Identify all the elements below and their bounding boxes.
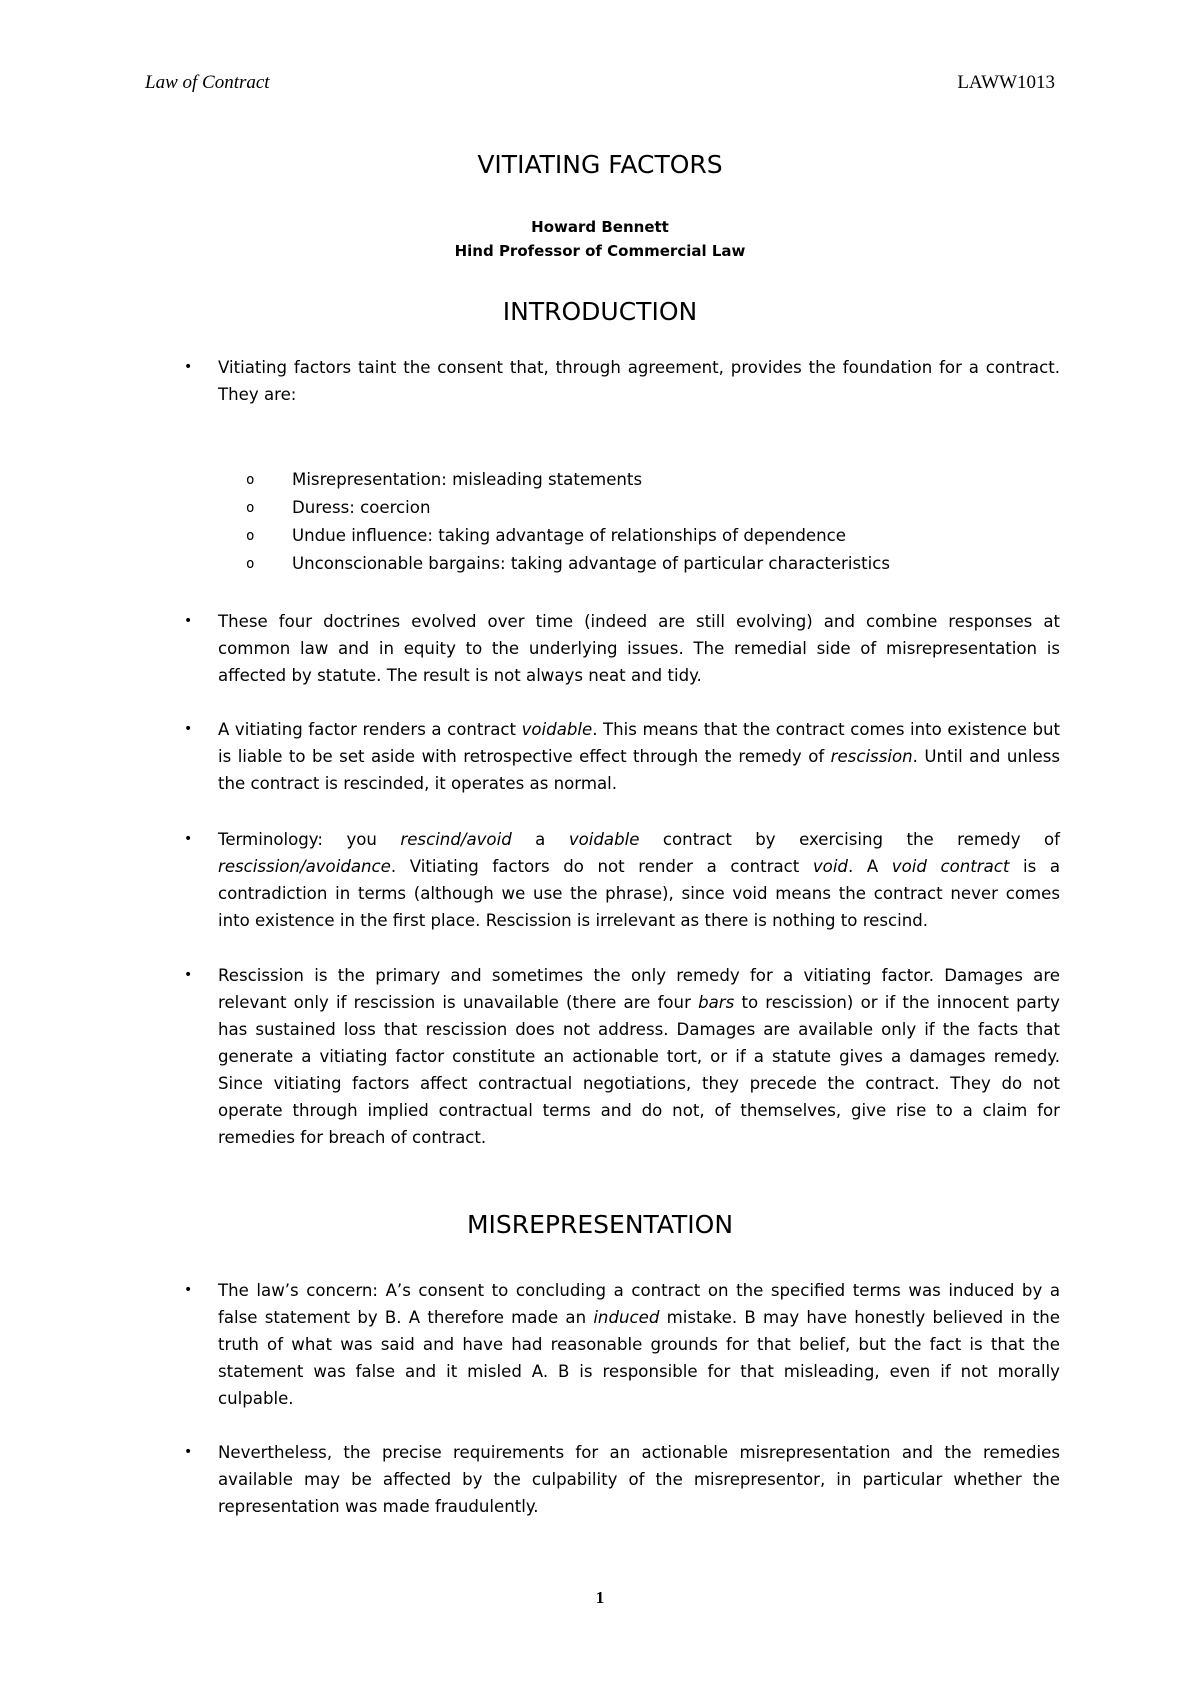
list-item bbox=[184, 716, 1061, 797]
list-item bbox=[184, 1439, 1060, 1520]
document-title: VITIATING FACTORS bbox=[477, 150, 723, 179]
bullet-marker: • bbox=[184, 1444, 193, 1460]
author-name: Howard Bennett bbox=[531, 218, 669, 236]
running-header bbox=[145, 72, 1055, 96]
emphasis: voidable bbox=[521, 720, 593, 739]
section-heading-introduction: INTRODUCTION bbox=[502, 297, 698, 326]
sub-bullet-marker: o bbox=[246, 528, 255, 544]
emphasis: induced bbox=[593, 1308, 660, 1327]
list-item bbox=[184, 826, 1060, 934]
sublist-item bbox=[246, 466, 1066, 494]
sub-bullet-marker: o bbox=[246, 472, 255, 488]
sublist-item bbox=[246, 522, 1066, 550]
page-number: 1 bbox=[595, 1588, 605, 1607]
author-block bbox=[0, 215, 1200, 263]
header-course-code: LAWW1013 bbox=[957, 72, 1055, 93]
sublist-item bbox=[246, 494, 1066, 522]
header-course-title: Law of Contract bbox=[145, 72, 270, 93]
bullet-marker: • bbox=[184, 831, 193, 847]
bullet-marker: • bbox=[184, 613, 193, 629]
section-heading-misrepresentation: MISREPRESENTATION bbox=[466, 1210, 734, 1239]
bullet-marker: • bbox=[184, 721, 193, 737]
paragraph-text: Terminology: you rescind/avoid a voidable contract by exercising the remedy of rescission/avoidance. Vitiating factors do not render a contract void. A void contract is a contradiction in terms (although we use the phrase), since void means the contract never comes into existence in the first place. Rescission is irrelevant as there is nothing to rescind. bbox=[218, 830, 1060, 930]
sublist-item-text: Unconscionable bargains: taking advantage of particular characteristics bbox=[292, 554, 891, 573]
emphasis: rescission/avoidance bbox=[218, 857, 391, 876]
list-item bbox=[184, 1277, 1060, 1412]
sub-bullet-marker: o bbox=[246, 556, 255, 572]
vitiating-factors-sublist bbox=[246, 466, 1066, 578]
bullet-marker: • bbox=[184, 1282, 193, 1298]
sub-bullet-marker: o bbox=[246, 500, 255, 516]
emphasis: bars bbox=[698, 993, 735, 1012]
list-item bbox=[184, 962, 1060, 1151]
author-position: Hind Professor of Commercial Law bbox=[454, 242, 746, 260]
paragraph-text: Nevertheless, the precise requirements for an actionable misrepresentation and the remedies available may be affected by the culpability of the misrepresentor, in particular whether the representation was made fraudulently. bbox=[218, 1443, 1060, 1516]
emphasis: void bbox=[812, 857, 848, 876]
paragraph-text: These four doctrines evolved over time (indeed are still evolving) and combine responses at common law and in equity to the underlying issues. The remedial side of misrepresentation is affected by statute. The result is not always neat and tidy. bbox=[218, 612, 1060, 685]
paragraph-text: Rescission is the primary and sometimes the only remedy for a vitiating factor. Damages are relevant only if rescission is unavailable (there are four bars to rescission) or if the innocent party has sustained loss that rescission does not address. Damages are available only if the facts that generate a vitiating factor constitute an actionable tort, or if a statute gives a damages remedy. Since vitiating factors affect contractual negotiations, they precede the contract. They do not operate through implied contractual terms and do not, of themselves, give rise to a claim for remedies for breach of contract. bbox=[218, 966, 1060, 1147]
paragraph-text: Vitiating factors taint the consent that, through agreement, provides the foundation for a contract. They are: bbox=[218, 358, 1060, 404]
emphasis: rescind/avoid bbox=[400, 830, 512, 849]
sublist-item-text: Duress: coercion bbox=[292, 498, 431, 517]
paragraph-text: A vitiating factor renders a contract voidable. This means that the contract comes into existence but is liable to be set aside with retrospective effect through the remedy of rescission. Until and unless the contract is rescinded, it operates as normal. bbox=[218, 720, 1061, 793]
sublist-item-text: Undue influence: taking advantage of relationships of dependence bbox=[292, 526, 846, 545]
emphasis: voidable bbox=[568, 830, 640, 849]
list-item bbox=[184, 354, 1060, 408]
emphasis: rescission bbox=[830, 747, 913, 766]
bullet-marker: • bbox=[184, 967, 193, 983]
emphasis: void contract bbox=[891, 857, 1010, 876]
sublist-item-text: Misrepresentation: misleading statements bbox=[292, 470, 643, 489]
sublist-item bbox=[246, 550, 1066, 578]
paragraph-text: The law’s concern: A’s consent to concluding a contract on the specified terms was induced by a false statement by B. A therefore made an induced mistake. B may have honestly believed in the truth of what was said and have had reasonable grounds for that belief, but the fact is that the statement was false and it misled A. B is responsible for that misleading, even if not morally culpable. bbox=[218, 1281, 1060, 1408]
list-item bbox=[184, 608, 1060, 689]
bullet-marker: • bbox=[184, 359, 193, 375]
